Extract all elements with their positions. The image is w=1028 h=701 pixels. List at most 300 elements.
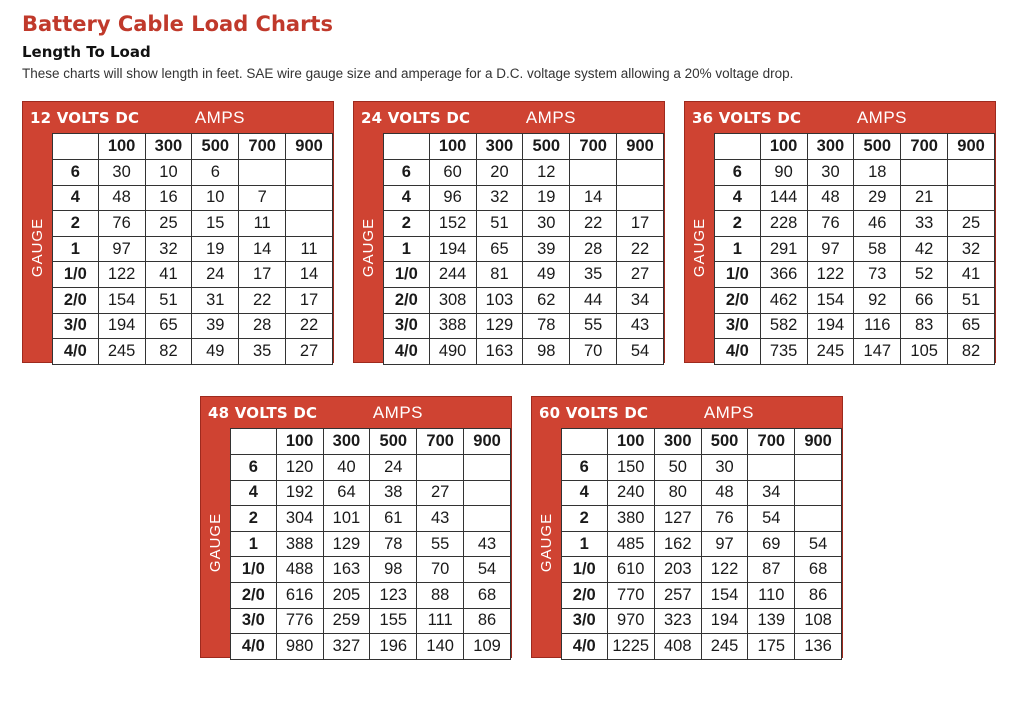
amp-header-cell: 100: [98, 134, 145, 160]
length-cell: 34: [748, 480, 795, 506]
load-table: [230, 428, 511, 660]
length-cell: 86: [464, 608, 511, 634]
chart-24-volts: [353, 101, 665, 363]
table-row: [53, 313, 333, 339]
amp-header-cell: 900: [948, 134, 995, 160]
table-row: [231, 506, 511, 532]
gauge-cell: 2: [562, 506, 608, 532]
length-cell: 51: [476, 211, 523, 237]
length-cell: 43: [617, 313, 664, 339]
gauge-cell: 2: [53, 211, 99, 237]
length-cell: [570, 160, 617, 186]
length-cell: 16: [145, 185, 192, 211]
table-row: [562, 506, 842, 532]
table-row: [384, 313, 664, 339]
length-cell: 123: [370, 582, 417, 608]
amp-header-cell: 900: [464, 429, 511, 455]
table-row: [53, 262, 333, 288]
length-cell: 28: [239, 313, 286, 339]
length-cell: 162: [654, 531, 701, 557]
length-cell: [464, 480, 511, 506]
length-cell: 49: [192, 339, 239, 365]
length-cell: 122: [807, 262, 854, 288]
length-cell: 41: [948, 262, 995, 288]
length-cell: 35: [570, 262, 617, 288]
length-cell: 245: [98, 339, 145, 365]
length-cell: 32: [145, 236, 192, 262]
length-cell: 980: [276, 634, 323, 660]
length-cell: 52: [901, 262, 948, 288]
gauge-cell: 2: [715, 211, 761, 237]
gauge-side-bar: [23, 133, 52, 362]
length-cell: 51: [948, 287, 995, 313]
length-cell: 15: [192, 211, 239, 237]
gauge-cell: 4: [53, 185, 99, 211]
gauge-cell: 6: [384, 160, 430, 186]
table-row: [562, 480, 842, 506]
table-row: [562, 582, 842, 608]
table-row: [231, 480, 511, 506]
length-cell: 139: [748, 608, 795, 634]
length-cell: 327: [323, 634, 370, 660]
table-row: [384, 339, 664, 365]
gauge-label: GAUGE: [538, 512, 555, 573]
page-description: These charts will show length in feet. SAE wire gauge size and amperage for a D.C. voltage system allowing a 20% voltage drop.: [22, 66, 794, 81]
length-cell: 43: [417, 506, 464, 532]
length-cell: 65: [476, 236, 523, 262]
length-cell: 92: [854, 287, 901, 313]
amps-header-row: [231, 429, 511, 455]
length-cell: 24: [192, 262, 239, 288]
length-cell: 80: [654, 480, 701, 506]
gauge-cell: 4: [231, 480, 277, 506]
table-row: [53, 211, 333, 237]
gauge-cell: 1: [231, 531, 277, 557]
chart-60-volts: [531, 396, 843, 658]
amps-label: AMPS: [856, 107, 907, 127]
length-cell: 19: [192, 236, 239, 262]
length-cell: 76: [701, 506, 748, 532]
table-row: [715, 185, 995, 211]
table-corner: [231, 429, 277, 455]
table-row: [53, 287, 333, 313]
length-cell: 24: [370, 455, 417, 481]
amp-header-cell: 300: [807, 134, 854, 160]
table-row: [231, 455, 511, 481]
length-cell: [239, 160, 286, 186]
length-cell: 388: [429, 313, 476, 339]
length-cell: 97: [701, 531, 748, 557]
length-cell: 62: [523, 287, 570, 313]
length-cell: 31: [192, 287, 239, 313]
length-cell: 54: [795, 531, 842, 557]
length-cell: 48: [701, 480, 748, 506]
gauge-cell: 1/0: [384, 262, 430, 288]
chart-header: [201, 397, 511, 428]
amps-label: AMPS: [372, 402, 423, 422]
length-cell: 55: [570, 313, 617, 339]
length-cell: 43: [464, 531, 511, 557]
gauge-cell: 3/0: [562, 608, 608, 634]
gauge-label: GAUGE: [360, 217, 377, 278]
length-cell: 28: [570, 236, 617, 262]
gauge-cell: 1/0: [715, 262, 761, 288]
length-cell: 38: [370, 480, 417, 506]
length-cell: 122: [98, 262, 145, 288]
length-cell: 388: [276, 531, 323, 557]
length-cell: 46: [854, 211, 901, 237]
table-row: [231, 531, 511, 557]
gauge-cell: 1: [384, 236, 430, 262]
gauge-side-bar: [201, 428, 230, 657]
length-cell: 22: [570, 211, 617, 237]
length-cell: 291: [760, 236, 807, 262]
length-cell: 20: [476, 160, 523, 186]
table-row: [562, 608, 842, 634]
length-cell: 58: [854, 236, 901, 262]
length-cell: [795, 506, 842, 532]
length-cell: 101: [323, 506, 370, 532]
table-row: [562, 531, 842, 557]
length-cell: 205: [323, 582, 370, 608]
length-cell: [795, 455, 842, 481]
amps-label: AMPS: [194, 107, 245, 127]
length-cell: 582: [760, 313, 807, 339]
length-cell: [464, 506, 511, 532]
amps-header-row: [562, 429, 842, 455]
table-row: [53, 160, 333, 186]
length-cell: [286, 160, 333, 186]
amp-header-cell: 100: [607, 429, 654, 455]
amp-header-cell: 700: [901, 134, 948, 160]
table-row: [715, 262, 995, 288]
table-row: [715, 236, 995, 262]
length-cell: 257: [654, 582, 701, 608]
amps-header-row: [53, 134, 333, 160]
length-cell: 192: [276, 480, 323, 506]
length-cell: 245: [807, 339, 854, 365]
length-cell: 21: [901, 185, 948, 211]
length-cell: 30: [98, 160, 145, 186]
table-row: [231, 608, 511, 634]
length-cell: 735: [760, 339, 807, 365]
length-cell: 129: [323, 531, 370, 557]
amps-label: AMPS: [525, 107, 576, 127]
load-table: [383, 133, 664, 365]
length-cell: [617, 185, 664, 211]
gauge-label: GAUGE: [691, 217, 708, 278]
length-cell: 54: [748, 506, 795, 532]
length-cell: 54: [617, 339, 664, 365]
length-cell: 110: [748, 582, 795, 608]
length-cell: 39: [192, 313, 239, 339]
length-cell: 228: [760, 211, 807, 237]
length-cell: 25: [948, 211, 995, 237]
amp-header-cell: 900: [617, 134, 664, 160]
length-cell: 154: [701, 582, 748, 608]
length-cell: 32: [476, 185, 523, 211]
length-cell: 22: [286, 313, 333, 339]
length-cell: 61: [370, 506, 417, 532]
length-cell: 194: [701, 608, 748, 634]
length-cell: 60: [429, 160, 476, 186]
table-row: [231, 557, 511, 583]
load-table: [714, 133, 995, 365]
length-cell: 11: [286, 236, 333, 262]
gauge-cell: 3/0: [715, 313, 761, 339]
length-cell: 163: [323, 557, 370, 583]
amp-header-cell: 100: [760, 134, 807, 160]
length-cell: 140: [417, 634, 464, 660]
gauge-label: GAUGE: [29, 217, 46, 278]
table-corner: [562, 429, 608, 455]
voltage-label: 60 VOLTS DC: [539, 403, 649, 422]
gauge-cell: 4/0: [231, 634, 277, 660]
length-cell: 203: [654, 557, 701, 583]
amp-header-cell: 500: [701, 429, 748, 455]
table-row: [562, 634, 842, 660]
length-cell: 14: [570, 185, 617, 211]
length-cell: 19: [523, 185, 570, 211]
length-cell: 144: [760, 185, 807, 211]
length-cell: 22: [239, 287, 286, 313]
amp-header-cell: 300: [476, 134, 523, 160]
length-cell: 30: [701, 455, 748, 481]
chart-12-volts: [22, 101, 334, 363]
length-cell: 83: [901, 313, 948, 339]
gauge-side-bar: [532, 428, 561, 657]
length-cell: 17: [286, 287, 333, 313]
length-cell: 308: [429, 287, 476, 313]
amps-header-row: [715, 134, 995, 160]
table-row: [715, 287, 995, 313]
length-cell: 48: [807, 185, 854, 211]
length-cell: 152: [429, 211, 476, 237]
gauge-cell: 3/0: [53, 313, 99, 339]
length-cell: 27: [286, 339, 333, 365]
voltage-label: 48 VOLTS DC: [208, 403, 318, 422]
length-cell: 610: [607, 557, 654, 583]
chart-48-volts: [200, 396, 512, 658]
length-cell: 81: [476, 262, 523, 288]
amp-header-cell: 700: [239, 134, 286, 160]
length-cell: [617, 160, 664, 186]
length-cell: 70: [417, 557, 464, 583]
length-cell: 323: [654, 608, 701, 634]
gauge-cell: 2: [231, 506, 277, 532]
length-cell: 194: [807, 313, 854, 339]
table-corner: [53, 134, 99, 160]
gauge-cell: 2/0: [384, 287, 430, 313]
amp-header-cell: 700: [417, 429, 464, 455]
length-cell: [948, 160, 995, 186]
length-cell: 175: [748, 634, 795, 660]
load-table: [52, 133, 333, 365]
table-row: [53, 339, 333, 365]
length-cell: 366: [760, 262, 807, 288]
chart-header: [354, 102, 664, 133]
length-cell: [948, 185, 995, 211]
length-cell: 22: [617, 236, 664, 262]
length-cell: 76: [98, 211, 145, 237]
length-cell: 194: [429, 236, 476, 262]
gauge-cell: 3/0: [231, 608, 277, 634]
length-cell: 196: [370, 634, 417, 660]
table-row: [384, 160, 664, 186]
length-cell: 120: [276, 455, 323, 481]
length-cell: 490: [429, 339, 476, 365]
chart-header: [685, 102, 995, 133]
length-cell: 111: [417, 608, 464, 634]
chart-header: [23, 102, 333, 133]
table-row: [53, 185, 333, 211]
amp-header-cell: 500: [370, 429, 417, 455]
length-cell: 98: [523, 339, 570, 365]
gauge-cell: 4/0: [562, 634, 608, 660]
length-cell: 147: [854, 339, 901, 365]
length-cell: 82: [948, 339, 995, 365]
length-cell: 18: [854, 160, 901, 186]
length-cell: 66: [901, 287, 948, 313]
length-cell: 194: [98, 313, 145, 339]
length-cell: 10: [145, 160, 192, 186]
length-cell: 14: [286, 262, 333, 288]
length-cell: 108: [795, 608, 842, 634]
length-cell: 17: [239, 262, 286, 288]
length-cell: 30: [523, 211, 570, 237]
length-cell: 68: [464, 582, 511, 608]
length-cell: 12: [523, 160, 570, 186]
length-cell: 97: [807, 236, 854, 262]
gauge-cell: 6: [562, 455, 608, 481]
chart-header: [532, 397, 842, 428]
gauge-cell: 1/0: [231, 557, 277, 583]
length-cell: 245: [701, 634, 748, 660]
length-cell: 44: [570, 287, 617, 313]
gauge-cell: 2/0: [53, 287, 99, 313]
length-cell: [748, 455, 795, 481]
voltage-label: 24 VOLTS DC: [361, 108, 471, 127]
length-cell: 51: [145, 287, 192, 313]
length-cell: 48: [98, 185, 145, 211]
length-cell: 87: [748, 557, 795, 583]
length-cell: 25: [145, 211, 192, 237]
gauge-label: GAUGE: [207, 512, 224, 573]
amp-header-cell: 300: [654, 429, 701, 455]
length-cell: 65: [948, 313, 995, 339]
gauge-cell: 6: [231, 455, 277, 481]
table-row: [715, 313, 995, 339]
length-cell: 90: [760, 160, 807, 186]
gauge-cell: 4: [562, 480, 608, 506]
length-cell: 485: [607, 531, 654, 557]
amp-header-cell: 500: [192, 134, 239, 160]
length-cell: 98: [370, 557, 417, 583]
amp-header-cell: 500: [854, 134, 901, 160]
load-table: [561, 428, 842, 660]
length-cell: 17: [617, 211, 664, 237]
length-cell: 11: [239, 211, 286, 237]
length-cell: 304: [276, 506, 323, 532]
amp-header-cell: 300: [145, 134, 192, 160]
gauge-cell: 1/0: [53, 262, 99, 288]
length-cell: 103: [476, 287, 523, 313]
length-cell: 488: [276, 557, 323, 583]
gauge-cell: 1: [715, 236, 761, 262]
length-cell: 150: [607, 455, 654, 481]
length-cell: 616: [276, 582, 323, 608]
length-cell: 70: [570, 339, 617, 365]
gauge-cell: 4/0: [53, 339, 99, 365]
gauge-cell: 3/0: [384, 313, 430, 339]
length-cell: 86: [795, 582, 842, 608]
length-cell: 68: [795, 557, 842, 583]
length-cell: 105: [901, 339, 948, 365]
length-cell: 73: [854, 262, 901, 288]
length-cell: 244: [429, 262, 476, 288]
gauge-side-bar: [354, 133, 383, 362]
length-cell: 78: [370, 531, 417, 557]
amp-header-cell: 300: [323, 429, 370, 455]
length-cell: 155: [370, 608, 417, 634]
gauge-cell: 4: [384, 185, 430, 211]
length-cell: 116: [854, 313, 901, 339]
length-cell: 97: [98, 236, 145, 262]
length-cell: 776: [276, 608, 323, 634]
table-corner: [384, 134, 430, 160]
table-row: [384, 236, 664, 262]
length-cell: [464, 455, 511, 481]
gauge-cell: 4/0: [715, 339, 761, 365]
length-cell: 82: [145, 339, 192, 365]
gauge-cell: 4/0: [384, 339, 430, 365]
length-cell: [901, 160, 948, 186]
length-cell: 970: [607, 608, 654, 634]
length-cell: 163: [476, 339, 523, 365]
length-cell: 49: [523, 262, 570, 288]
amp-header-cell: 700: [570, 134, 617, 160]
length-cell: 54: [464, 557, 511, 583]
amp-header-cell: 100: [276, 429, 323, 455]
table-row: [384, 185, 664, 211]
length-cell: 39: [523, 236, 570, 262]
length-cell: 88: [417, 582, 464, 608]
length-cell: 122: [701, 557, 748, 583]
page-subtitle: Length To Load: [22, 43, 151, 61]
page-title: Battery Cable Load Charts: [22, 12, 333, 36]
length-cell: 7: [239, 185, 286, 211]
table-row: [715, 160, 995, 186]
voltage-label: 36 VOLTS DC: [692, 108, 802, 127]
length-cell: 32: [948, 236, 995, 262]
length-cell: 40: [323, 455, 370, 481]
table-row: [384, 262, 664, 288]
gauge-cell: 2/0: [715, 287, 761, 313]
chart-36-volts: [684, 101, 996, 363]
length-cell: 76: [807, 211, 854, 237]
gauge-cell: 6: [53, 160, 99, 186]
length-cell: 27: [617, 262, 664, 288]
amps-header-row: [384, 134, 664, 160]
gauge-cell: 1/0: [562, 557, 608, 583]
gauge-cell: 2/0: [562, 582, 608, 608]
length-cell: 770: [607, 582, 654, 608]
table-row: [715, 339, 995, 365]
length-cell: [286, 185, 333, 211]
length-cell: 1225: [607, 634, 654, 660]
table-row: [384, 211, 664, 237]
gauge-cell: 2/0: [231, 582, 277, 608]
